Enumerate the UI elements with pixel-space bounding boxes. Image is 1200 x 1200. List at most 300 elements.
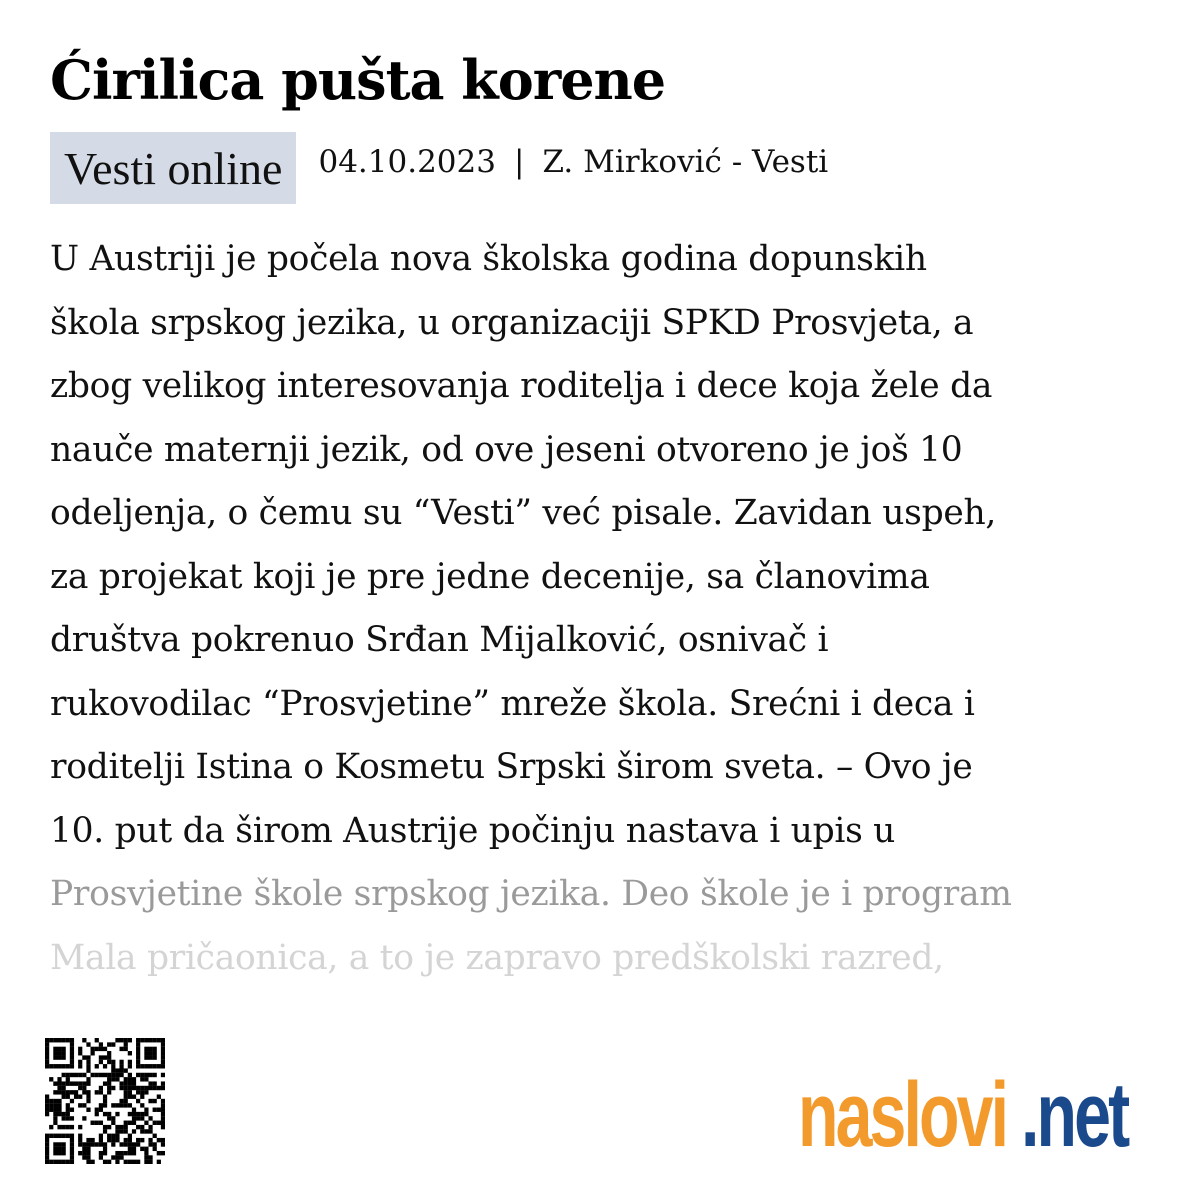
qr-module xyxy=(140,1073,144,1077)
qr-module xyxy=(144,1038,148,1042)
qr-module xyxy=(144,1129,148,1133)
qr-module xyxy=(124,1094,128,1098)
qr-module xyxy=(107,1055,111,1059)
qr-module xyxy=(144,1055,148,1059)
qr-module xyxy=(128,1077,132,1081)
qr-module xyxy=(45,1099,49,1103)
qr-module xyxy=(103,1047,107,1051)
qr-module xyxy=(99,1151,103,1155)
qr-module xyxy=(161,1142,165,1146)
qr-module xyxy=(115,1112,119,1116)
qr-module xyxy=(132,1147,136,1151)
qr-module xyxy=(153,1099,157,1103)
qr-module xyxy=(70,1073,74,1077)
qr-module xyxy=(119,1103,123,1107)
qr-module xyxy=(161,1047,165,1051)
body-line-faded: Prosvjetine škole srpskog jezika. Deo škole je i program xyxy=(50,874,1012,914)
source-badge[interactable]: Vesti online xyxy=(50,132,296,204)
qr-module xyxy=(49,1160,53,1164)
qr-module xyxy=(148,1064,152,1068)
qr-module xyxy=(66,1134,70,1138)
qr-module xyxy=(124,1090,128,1094)
qr-module xyxy=(45,1112,49,1116)
qr-module xyxy=(66,1073,70,1077)
qr-module xyxy=(70,1155,74,1159)
qr-module xyxy=(45,1151,49,1155)
qr-module xyxy=(86,1060,90,1064)
qr-module xyxy=(78,1047,82,1051)
qr-module xyxy=(70,1147,74,1151)
qr-module xyxy=(70,1151,74,1155)
qr-module xyxy=(140,1094,144,1098)
qr-module xyxy=(53,1116,57,1120)
qr-module xyxy=(132,1112,136,1116)
qr-module xyxy=(86,1138,90,1142)
qr-module xyxy=(157,1138,161,1142)
qr-module xyxy=(157,1094,161,1098)
qr-module xyxy=(119,1038,123,1042)
qr-module xyxy=(78,1064,82,1068)
body-line: škola srpskog jezika, u organizaciji SPKD Prosvjeta, a xyxy=(50,302,974,343)
qr-module xyxy=(107,1077,111,1081)
qr-module xyxy=(62,1090,66,1094)
qr-module xyxy=(161,1138,165,1142)
qr-module xyxy=(136,1125,140,1129)
qr-module xyxy=(148,1116,152,1120)
qr-module xyxy=(45,1108,49,1112)
qr-module xyxy=(124,1129,128,1133)
qr-module xyxy=(82,1086,86,1090)
qr-module xyxy=(132,1077,136,1081)
qr-module xyxy=(53,1103,57,1107)
qr-module xyxy=(66,1108,70,1112)
qr-module xyxy=(124,1081,128,1085)
qr-module xyxy=(157,1038,161,1042)
qr-module xyxy=(62,1116,66,1120)
qr-module xyxy=(128,1121,132,1125)
qr-module xyxy=(128,1112,132,1116)
qr-module xyxy=(66,1090,70,1094)
qr-module xyxy=(153,1142,157,1146)
qr-module xyxy=(62,1142,66,1146)
qr-module xyxy=(148,1051,152,1055)
qr-module xyxy=(132,1081,136,1085)
qr-module xyxy=(99,1155,103,1159)
qr-module xyxy=(153,1081,157,1085)
body-line-faded: Mala pričaonica, a to je zapravo predškolski razred, xyxy=(50,937,944,978)
qr-module xyxy=(45,1160,49,1164)
qr-module xyxy=(99,1073,103,1077)
qr-module xyxy=(132,1151,136,1155)
qr-module xyxy=(49,1134,53,1138)
qr-module xyxy=(107,1112,111,1116)
qr-module xyxy=(62,1125,66,1129)
qr-module xyxy=(136,1060,140,1064)
qr-module xyxy=(107,1160,111,1164)
qr-module xyxy=(107,1116,111,1120)
qr-module xyxy=(53,1099,57,1103)
qr-module xyxy=(99,1103,103,1107)
brand-logo-part2: .net xyxy=(1021,1064,1128,1166)
qr-module xyxy=(86,1155,90,1159)
qr-module xyxy=(91,1138,95,1142)
qr-module xyxy=(144,1073,148,1077)
qr-module xyxy=(103,1073,107,1077)
qr-module xyxy=(140,1103,144,1107)
qr-module xyxy=(53,1160,57,1164)
qr-module xyxy=(53,1081,57,1085)
qr-module xyxy=(132,1142,136,1146)
qr-module xyxy=(57,1051,61,1055)
qr-module xyxy=(115,1038,119,1042)
qr-module xyxy=(70,1099,74,1103)
qr-module xyxy=(161,1081,165,1085)
qr-module xyxy=(161,1042,165,1046)
qr-module xyxy=(124,1125,128,1129)
qr-module xyxy=(161,1151,165,1155)
qr-module xyxy=(128,1051,132,1055)
qr-module xyxy=(119,1047,123,1051)
qr-module xyxy=(107,1134,111,1138)
qr-module xyxy=(161,1112,165,1116)
qr-module xyxy=(86,1147,90,1151)
qr-module xyxy=(111,1086,115,1090)
qr-module xyxy=(78,1134,82,1138)
qr-module xyxy=(157,1064,161,1068)
qr-module xyxy=(53,1134,57,1138)
qr-module xyxy=(124,1121,128,1125)
qr-module xyxy=(45,1064,49,1068)
qr-module xyxy=(57,1160,61,1164)
qr-module xyxy=(86,1099,90,1103)
qr-module xyxy=(111,1121,115,1125)
qr-module xyxy=(45,1155,49,1159)
qr-module xyxy=(99,1090,103,1094)
qr-module xyxy=(78,1073,82,1077)
qr-module xyxy=(136,1142,140,1146)
qr-module xyxy=(128,1060,132,1064)
qr-module xyxy=(57,1125,61,1129)
qr-module xyxy=(66,1077,70,1081)
qr-module xyxy=(115,1160,119,1164)
qr-module xyxy=(103,1055,107,1059)
qr-module xyxy=(103,1129,107,1133)
qr-module xyxy=(45,1038,49,1042)
qr-module xyxy=(128,1142,132,1146)
qr-module xyxy=(103,1147,107,1151)
qr-module xyxy=(128,1094,132,1098)
qr-module xyxy=(136,1086,140,1090)
qr-module xyxy=(91,1160,95,1164)
qr-module xyxy=(115,1134,119,1138)
qr-module xyxy=(148,1138,152,1142)
qr-module xyxy=(82,1155,86,1159)
qr-module xyxy=(95,1121,99,1125)
qr-module xyxy=(95,1090,99,1094)
qr-module xyxy=(128,1073,132,1077)
qr-module xyxy=(144,1090,148,1094)
qr-module xyxy=(128,1038,132,1042)
qr-module xyxy=(124,1038,128,1042)
qr-module xyxy=(115,1077,119,1081)
body-line: roditelji Istina o Kosmetu Srpski širom sveta. – Ovo je xyxy=(50,747,973,787)
qr-module xyxy=(82,1038,86,1042)
body-line: rukovodilac “Prosvjetine” mreže škola. Srećni i deca i xyxy=(50,683,975,724)
qr-code-icon[interactable] xyxy=(45,1038,165,1164)
qr-module xyxy=(78,1060,82,1064)
qr-module xyxy=(57,1151,61,1155)
qr-module xyxy=(144,1151,148,1155)
qr-module xyxy=(136,1073,140,1077)
qr-module xyxy=(161,1125,165,1129)
qr-module xyxy=(115,1073,119,1077)
qr-module xyxy=(45,1042,49,1046)
qr-module xyxy=(62,1064,66,1068)
qr-module xyxy=(57,1077,61,1081)
qr-module xyxy=(99,1055,103,1059)
qr-module xyxy=(99,1121,103,1125)
qr-module xyxy=(57,1047,61,1051)
qr-module xyxy=(111,1138,115,1142)
qr-module xyxy=(140,1112,144,1116)
qr-module xyxy=(161,1055,165,1059)
qr-module xyxy=(78,1151,82,1155)
qr-module xyxy=(45,1138,49,1142)
qr-module xyxy=(132,1086,136,1090)
qr-module xyxy=(144,1121,148,1125)
qr-module xyxy=(107,1086,111,1090)
qr-module xyxy=(62,1055,66,1059)
qr-module xyxy=(119,1081,123,1085)
qr-module xyxy=(70,1051,74,1055)
qr-module xyxy=(53,1064,57,1068)
qr-module xyxy=(153,1147,157,1151)
qr-module xyxy=(124,1047,128,1051)
brand-logo[interactable] xyxy=(798,1062,1169,1168)
qr-module xyxy=(161,1038,165,1042)
qr-module xyxy=(103,1160,107,1164)
qr-module xyxy=(153,1055,157,1059)
qr-module xyxy=(124,1077,128,1081)
qr-module xyxy=(140,1064,144,1068)
qr-module xyxy=(111,1142,115,1146)
qr-module xyxy=(82,1103,86,1107)
qr-module xyxy=(49,1103,53,1107)
qr-module xyxy=(161,1108,165,1112)
qr-module xyxy=(57,1081,61,1085)
qr-module xyxy=(62,1160,66,1164)
qr-module xyxy=(153,1073,157,1077)
qr-module xyxy=(45,1051,49,1055)
qr-module xyxy=(157,1108,161,1112)
qr-module xyxy=(148,1125,152,1129)
qr-module xyxy=(107,1051,111,1055)
qr-module xyxy=(161,1051,165,1055)
qr-module xyxy=(57,1147,61,1151)
qr-module xyxy=(53,1112,57,1116)
qr-module xyxy=(62,1047,66,1051)
qr-module xyxy=(95,1064,99,1068)
body-line: za projekat koji je pre jedne decenije, sa članovima xyxy=(50,556,930,597)
qr-module xyxy=(111,1064,115,1068)
qr-module xyxy=(70,1116,74,1120)
qr-module xyxy=(107,1042,111,1046)
qr-module xyxy=(119,1151,123,1155)
qr-module xyxy=(144,1047,148,1051)
qr-module xyxy=(74,1094,78,1098)
qr-module xyxy=(111,1103,115,1107)
qr-module xyxy=(144,1160,148,1164)
qr-module xyxy=(45,1060,49,1064)
qr-module xyxy=(153,1064,157,1068)
qr-module xyxy=(157,1151,161,1155)
qr-module xyxy=(119,1099,123,1103)
qr-module xyxy=(70,1090,74,1094)
qr-module xyxy=(62,1147,66,1151)
qr-module xyxy=(86,1064,90,1068)
qr-module xyxy=(57,1112,61,1116)
qr-module xyxy=(115,1151,119,1155)
qr-module xyxy=(86,1090,90,1094)
meta-separator: | xyxy=(513,144,525,180)
qr-module xyxy=(57,1055,61,1059)
qr-module xyxy=(148,1155,152,1159)
article-body xyxy=(50,228,1160,988)
qr-module xyxy=(45,1094,49,1098)
qr-module xyxy=(70,1142,74,1146)
article-author: Z. Mirković - Vesti xyxy=(542,144,829,180)
qr-module xyxy=(62,1134,66,1138)
qr-module xyxy=(57,1103,61,1107)
qr-module xyxy=(82,1055,86,1059)
qr-module xyxy=(136,1042,140,1046)
qr-module xyxy=(128,1090,132,1094)
qr-module xyxy=(45,1055,49,1059)
qr-module xyxy=(70,1055,74,1059)
qr-module xyxy=(86,1160,90,1164)
qr-module xyxy=(128,1160,132,1164)
body-line: zbog velikog interesovanja roditelja i dece koja žele da xyxy=(50,366,993,406)
qr-module xyxy=(57,1038,61,1042)
qr-module xyxy=(140,1038,144,1042)
qr-module xyxy=(148,1047,152,1051)
qr-module xyxy=(115,1129,119,1133)
qr-module xyxy=(136,1051,140,1055)
qr-module xyxy=(124,1086,128,1090)
qr-module xyxy=(45,1147,49,1151)
qr-module xyxy=(132,1121,136,1125)
qr-module xyxy=(140,1138,144,1142)
qr-module xyxy=(153,1121,157,1125)
qr-module xyxy=(128,1064,132,1068)
qr-module xyxy=(136,1047,140,1051)
qr-module xyxy=(119,1068,123,1072)
qr-module xyxy=(140,1077,144,1081)
qr-module xyxy=(86,1077,90,1081)
qr-module xyxy=(53,1055,57,1059)
qr-module xyxy=(128,1151,132,1155)
qr-module xyxy=(78,1103,82,1107)
qr-module xyxy=(161,1073,165,1077)
qr-module xyxy=(99,1138,103,1142)
qr-module xyxy=(119,1086,123,1090)
qr-module xyxy=(157,1160,161,1164)
qr-module xyxy=(82,1142,86,1146)
qr-module xyxy=(70,1134,74,1138)
qr-module xyxy=(119,1125,123,1129)
qr-module xyxy=(119,1073,123,1077)
qr-module xyxy=(57,1086,61,1090)
qr-module xyxy=(136,1099,140,1103)
qr-module xyxy=(99,1108,103,1112)
qr-module xyxy=(140,1116,144,1120)
qr-module xyxy=(157,1121,161,1125)
qr-module xyxy=(161,1064,165,1068)
qr-module xyxy=(111,1077,115,1081)
qr-module xyxy=(107,1125,111,1129)
qr-module xyxy=(70,1060,74,1064)
qr-module xyxy=(45,1142,49,1146)
qr-module xyxy=(74,1073,78,1077)
qr-module xyxy=(62,1081,66,1085)
qr-module xyxy=(66,1081,70,1085)
qr-module xyxy=(82,1151,86,1155)
qr-module xyxy=(86,1094,90,1098)
qr-module xyxy=(144,1086,148,1090)
qr-module xyxy=(111,1073,115,1077)
qr-module xyxy=(66,1116,70,1120)
qr-module xyxy=(66,1038,70,1042)
qr-module xyxy=(128,1134,132,1138)
qr-module xyxy=(148,1142,152,1146)
qr-module xyxy=(62,1151,66,1155)
qr-module xyxy=(49,1077,53,1081)
qr-module xyxy=(132,1116,136,1120)
qr-module xyxy=(78,1081,82,1085)
qr-module xyxy=(111,1068,115,1072)
qr-module xyxy=(95,1038,99,1042)
qr-module xyxy=(103,1151,107,1155)
qr-module xyxy=(140,1090,144,1094)
qr-module xyxy=(86,1108,90,1112)
qr-module xyxy=(78,1138,82,1142)
qr-module xyxy=(111,1060,115,1064)
qr-module xyxy=(53,1051,57,1055)
qr-module xyxy=(57,1064,61,1068)
qr-module xyxy=(53,1038,57,1042)
publish-date: 04.10.2023 xyxy=(318,144,496,180)
qr-module xyxy=(53,1147,57,1151)
qr-module xyxy=(115,1103,119,1107)
qr-module xyxy=(132,1108,136,1112)
qr-module xyxy=(62,1038,66,1042)
body-line: U Austriji je počela nova školska godina dopunskih xyxy=(50,239,927,279)
qr-module xyxy=(128,1086,132,1090)
qr-module xyxy=(66,1160,70,1164)
body-line: odeljenja, o čemu su “Vesti” već pisale. Zavidan uspeh, xyxy=(50,493,997,533)
qr-module xyxy=(103,1064,107,1068)
qr-module xyxy=(62,1094,66,1098)
qr-module xyxy=(103,1103,107,1107)
qr-module xyxy=(153,1086,157,1090)
qr-module xyxy=(107,1138,111,1142)
qr-module xyxy=(161,1103,165,1107)
qr-code-graphic xyxy=(45,1038,165,1164)
qr-module xyxy=(53,1142,57,1146)
qr-module xyxy=(107,1060,111,1064)
qr-module xyxy=(136,1055,140,1059)
qr-module xyxy=(70,1042,74,1046)
